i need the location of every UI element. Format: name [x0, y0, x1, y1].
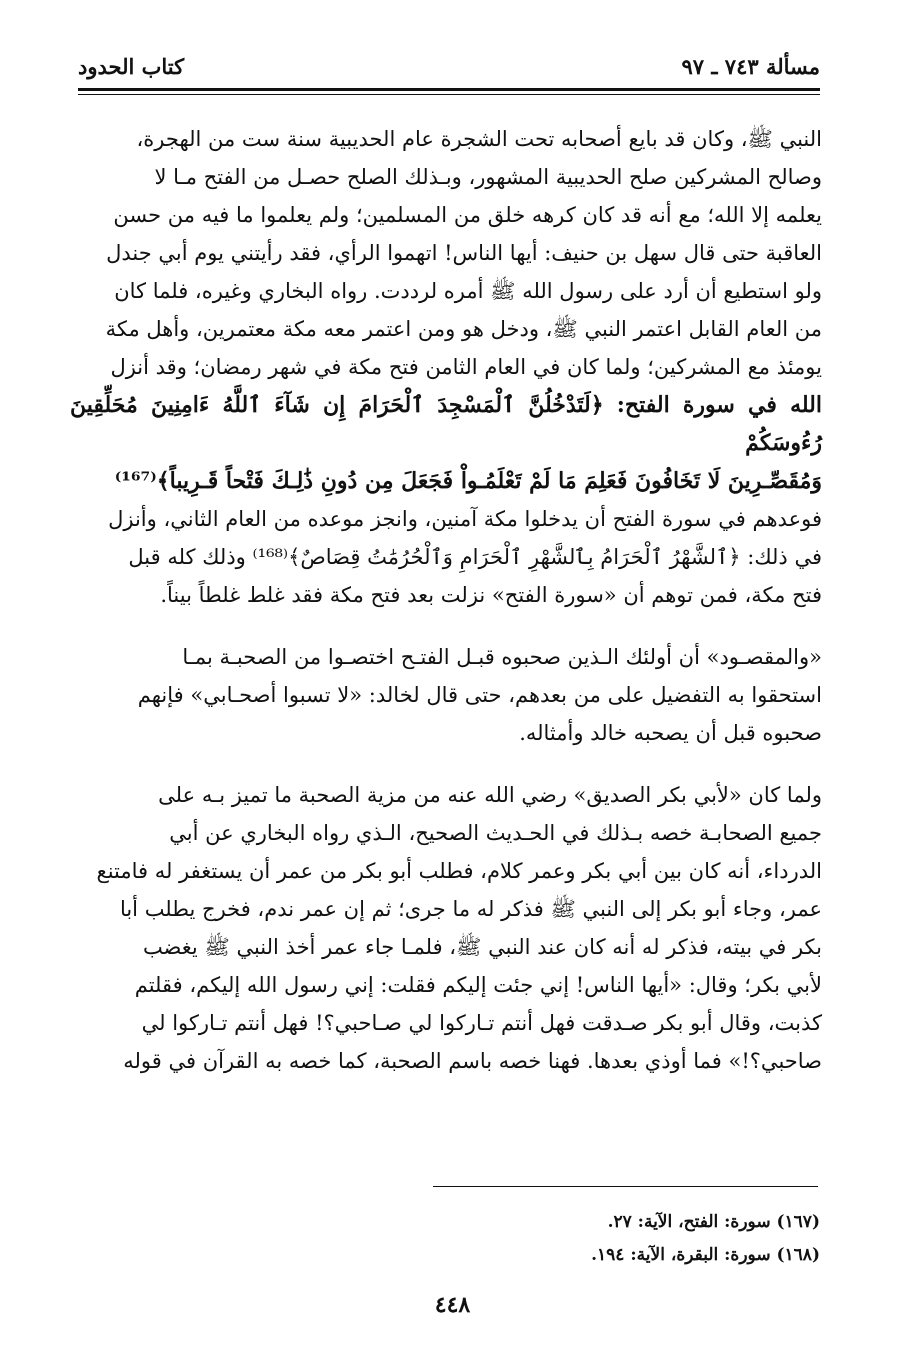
- quran-verse-line: الله في سورة الفتح: ﴿لَتَدْخُلُنَّ ٱلْمَسْجِدَ ٱلْحَرَامَ إِن شَآءَ ٱللَّهُ ءَامِنِينَ مُحَلِّقِينَ رُءُوسَكُمْ: [70, 392, 822, 456]
- text-line: وصالح المشركين صلح الحديبية المشهور، وبـذلك الصلح حصـل من الفتح مـا لا: [154, 165, 822, 189]
- footnote-168: (١٦٨) سورة: البقرة، الآية: ١٩٤.: [591, 1245, 820, 1265]
- text-line: فتح مكة، فمن توهم أن «سورة الفتح» نزلت بعد فتح مكة فقد غلط غلطاً بيناً.: [160, 583, 822, 607]
- text-line: جميع الصحابـة خصه بـذلك في الحـديث الصحيح، الـذي رواه البخاري عن أبي: [169, 821, 822, 845]
- chapter-title: كتاب الحدود: [78, 54, 185, 79]
- text-line: الدرداء، أنه كان بين أبي بكر وعمر كلام، فطلب أبو بكر من عمر أن يستغفر له فامتنع: [96, 859, 822, 883]
- issue-number: مسألة ٧٤٣ ـ ٩٧: [681, 54, 820, 79]
- paragraph-gap: [70, 614, 822, 638]
- body-text: [70, 120, 822, 1080]
- paragraph-3: [70, 776, 822, 1080]
- text-line: صاحبي؟!» فما أوذي بعدها. فهنا خصه باسم الصحبة، كما خصه به القرآن في قوله: [123, 1049, 822, 1073]
- text-line: يعلمه إلا الله؛ مع أنه قد كان كرهه خلق من المسلمين؛ ولم يعلموا ما فيه من حسن: [113, 203, 822, 227]
- text-line: من العام القابل اعتمر النبي ﷺ، ودخل هو ومن اعتمر معه مكة معتمرين، وأهل مكة: [105, 317, 822, 341]
- text-line: العاقبة حتى قال سهل بن حنيف: أيها الناس! اتهموا الرأي، فقد رأيتني يوم أبي جندل: [106, 241, 822, 265]
- text-line: لأبي بكر؛ وقال: «أيها الناس! إني جئت إليكم فقلت: إني رسول الله إليكم، فقلتم: [134, 973, 822, 997]
- text-line: عمر، وجاء أبو بكر إلى النبي ﷺ فذكر له ما جرى؛ ثم إن عمر ندم، فخرج يطلب أبا: [119, 897, 822, 921]
- running-header: [78, 48, 820, 88]
- quran-verse-line: وَمُقَصِّـرِينَ لَا تَخَافُونَ فَعَلِمَ مَا لَمْ تَعْلَمُـواْ فَجَعَلَ مِن دُونِ ذَٰلِـكَ فَتْحاً قَـرِيباً﴾⁽¹⁶⁷⁾: [114, 468, 822, 494]
- paragraph-1: [70, 120, 822, 614]
- paragraph-2: [70, 638, 822, 752]
- text-line: في ذلك: ﴿ٱلشَّهْرُ ٱلْحَرَامُ بِٱلشَّهْرِ ٱلْحَرَامِ وَٱلْحُرُمَٰتُ قِصَاصٌ﴾⁽¹⁶⁸⁾ وذلك كله قبل: [128, 545, 822, 569]
- footnote-separator: [433, 1186, 818, 1187]
- text-line: النبي ﷺ، وكان قد بايع أصحابه تحت الشجرة عام الحديبية سنة ست من الهجرة،: [136, 127, 822, 151]
- text-line: يومئذ مع المشركين؛ ولما كان في العام الثامن فتح مكة في شهر رمضان؛ وقد أنزل: [110, 355, 822, 379]
- text-line: صحبوه قبل أن يصحبه خالد وأمثاله.: [519, 721, 822, 745]
- text-line: فوعدهم في سورة الفتح أن يدخلوا مكة آمنين، وانجز موعده من العام الثاني، وأنزل: [108, 507, 822, 531]
- page-number: ٤٤٨: [434, 1292, 471, 1318]
- paragraph-gap: [70, 752, 822, 776]
- text-line: بكر في بيته، فذكر له أنه كان عند النبي ﷺ، فلمـا جاء عمر أخذ النبي ﷺ يغضب: [142, 935, 822, 959]
- footnotes: [420, 1206, 820, 1272]
- text-line: ولو استطيع أن أرد على رسول الله ﷺ أمره لرددت. رواه البخاري وغيره، فلما كان: [114, 279, 822, 303]
- header-rule-thick: [78, 88, 820, 91]
- footnote-167: (١٦٧) سورة: الفتح، الآية: ٢٧.: [607, 1212, 820, 1232]
- header-rule-thin: [78, 94, 820, 95]
- text-line: «والمقصـود» أن أولئك الـذين صحبوه قبـل الفتـح اختصـوا من الصحبـة بمـا: [182, 645, 822, 669]
- text-line: استحقوا به التفضيل على من بعدهم، حتى قال لخالد: «لا تسبوا أصحـابي» فإنهم: [137, 683, 822, 707]
- text-line: كذبت، وقال أبو بكر صـدقت فهل أنتم تـاركوا لي صـاحبي؟! فهل أنتم تـاركوا لي: [141, 1011, 822, 1035]
- text-line: ولما كان «لأبي بكر الصديق» رضي الله عنه من مزية الصحبة ما تميز بـه على: [158, 783, 822, 807]
